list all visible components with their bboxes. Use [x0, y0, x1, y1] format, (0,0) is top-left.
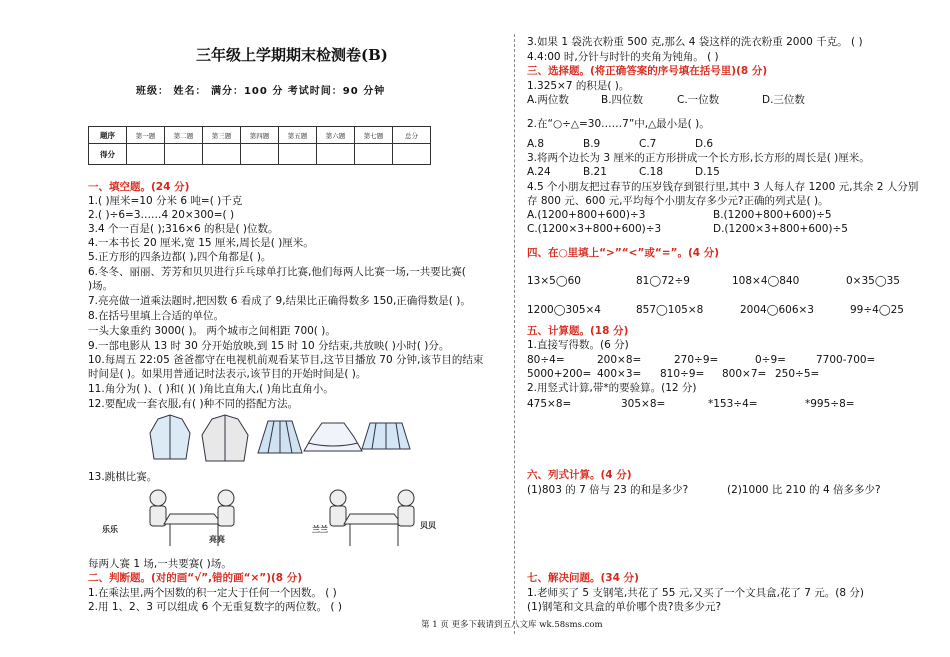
- choice-option: A.24: [527, 166, 551, 178]
- choice-option: C.(1200×3+800+600)÷3: [527, 223, 662, 235]
- choice-option: C.7: [639, 138, 657, 150]
- table-cell: 第四题: [241, 127, 279, 144]
- question-13-sub: 每两人赛 1 场,一共要赛( )场。: [88, 558, 232, 570]
- question-3: 3.4 个一百是( );316×6 的积是( )位数。: [88, 223, 279, 235]
- score-cell[interactable]: [165, 144, 203, 165]
- choice-1: 1.325×7 的积是( )。: [527, 80, 630, 92]
- name-label: 乐乐: [102, 525, 118, 534]
- score-cell[interactable]: [393, 144, 431, 165]
- choice-option: D.三位数: [762, 94, 805, 106]
- choice-option: B.(1200+800+600)÷5: [713, 209, 832, 221]
- child-icon: [150, 490, 166, 526]
- compare-item: 99÷4◯25: [850, 304, 904, 316]
- problem-1: 1.老师买了 5 支钢笔,共花了 55 元,又买了一个文具盒,花了 7 元。(8 分): [527, 587, 864, 599]
- choice-option: B.21: [583, 166, 607, 178]
- compare-item: 13×5◯60: [527, 275, 581, 287]
- table-cell: 题序: [89, 127, 127, 144]
- question-4: 4.一本书长 20 厘米,宽 15 厘米,周长是( )厘米。: [88, 237, 314, 249]
- question-10: 10.每周五 22:05 爸爸都守在电视机前观看某节目,这节目播放 70 分钟,该节目的结束: [88, 354, 484, 366]
- calc-item: 305×8=: [621, 398, 666, 410]
- compare-item: 857◯105×8: [636, 304, 704, 316]
- question-11: 11.角分为( )、( )和( )( )角比直角大,( )角比直角小。: [88, 383, 334, 395]
- score-cell[interactable]: [355, 144, 393, 165]
- section-3-title: 三、选择题。(将正确答案的序号填在括号里)(8 分): [527, 65, 768, 77]
- score-table: [88, 126, 431, 165]
- list-calc-2: (2)1000 比 210 的 4 倍多多少?: [727, 484, 881, 496]
- score-cell[interactable]: [203, 144, 241, 165]
- table-cell: 第七题: [355, 127, 393, 144]
- choice-option: C.18: [639, 166, 664, 178]
- calc-item: 5000+200=: [527, 368, 592, 380]
- table-cell: 第五题: [279, 127, 317, 144]
- judge-1: 1.在乘法里,两个因数的积一定大于任何一个因数。 ( ): [88, 587, 337, 599]
- jacket-icon: [202, 415, 248, 461]
- column-divider: [514, 34, 515, 634]
- calc-item: 475×8=: [527, 398, 572, 410]
- calc-item: 810÷9=: [660, 368, 705, 380]
- choice-option: D.(1200×3+800+600)÷5: [713, 223, 848, 235]
- question-6-cont: )场。: [88, 280, 114, 292]
- question-9: 9.一部电影从 13 时 30 分开始放映,到 15 时 10 分结束,共放映( )小时( )分。: [88, 340, 450, 352]
- calc-item: *153÷4=: [708, 398, 758, 410]
- choice-4-cont: 存 800 元、600 元,平均每个小朋友存多少元?正确的列式是( )。: [527, 195, 829, 207]
- choice-4: 4.5 个小朋友把过春节的压岁钱存到银行里,其中 3 人每人存 1200 元,其余 2 人分别: [527, 181, 919, 193]
- calc-item: *995÷8=: [805, 398, 855, 410]
- compare-item: 1200◯305×4: [527, 304, 601, 316]
- calc-item: 250÷5=: [775, 368, 820, 380]
- question-7: 7.亮亮做一道乘法题时,把因数 6 看成了 9,结果比正确得数多 150,正确得数是( )。: [88, 295, 471, 307]
- table-cell: 第一题: [127, 127, 165, 144]
- question-6: 6.冬冬、丽丽、芳芳和贝贝进行乒乓球单打比赛,他们每两人比赛一场,一共要比赛(: [88, 266, 466, 278]
- compare-item: 81◯72÷9: [636, 275, 690, 287]
- calc-item: 400×3=: [597, 368, 642, 380]
- section-4-title: 四、在○里填上“>”“<”或“=”。(4 分): [527, 247, 720, 259]
- chess-scene-1: [130, 484, 250, 550]
- choice-3: 3.将两个边长为 3 厘米的正方形拼成一个长方形,长方形的周长是( )厘米。: [527, 152, 870, 164]
- table-cell: 得分: [89, 144, 127, 165]
- frilly-skirt-icon: [304, 423, 362, 451]
- exam-info: 班级： 姓名： 满分：100 分 考试时间：90 分钟: [136, 86, 386, 97]
- calc-item: 7700-700=: [816, 354, 876, 366]
- section-2-title: 二、判断题。(对的画“√”,错的画“×”)(8 分): [88, 572, 303, 584]
- choice-option: D.6: [695, 138, 714, 150]
- calc-item: 800×7=: [722, 368, 767, 380]
- child-icon: [398, 490, 414, 526]
- section-1-title: 一、填空题。(24 分): [88, 181, 190, 193]
- table-cell: 第六题: [317, 127, 355, 144]
- choice-option: A.两位数: [527, 94, 569, 106]
- name-label: 贝贝: [420, 521, 436, 530]
- question-10-cont: 时间是( )。如果用普通记时法表示,该节目的开始时间是( )。: [88, 368, 367, 380]
- question-8: 8.在括号里填上合适的单位。: [88, 310, 225, 322]
- choice-2: 2.在“○÷△=30……7”中,△最小是( )。: [527, 118, 710, 130]
- table-cell: 第三题: [203, 127, 241, 144]
- list-calc-1: (1)803 的 7 倍与 23 的和是多少?: [527, 484, 689, 496]
- score-cell[interactable]: [241, 144, 279, 165]
- calc-item: 0÷9=: [755, 354, 786, 366]
- short-skirt-icon: [362, 423, 410, 449]
- score-cell[interactable]: [317, 144, 355, 165]
- clothes-illustration: [140, 413, 415, 469]
- chess-scene-2: [310, 484, 430, 550]
- question-1: 1.( )厘米=10 分米 6 吨=( )千克: [88, 195, 243, 207]
- page-title: 三年级上学期期末检测卷(B): [196, 46, 388, 64]
- skirt-icon: [258, 421, 302, 453]
- problem-1-sub: (1)钢笔和文具盒的单价哪个贵?贵多少元?: [527, 601, 722, 613]
- score-table-row: [89, 144, 431, 165]
- calc-part-1: 1.直接写得数。(6 分): [527, 339, 629, 351]
- judge-3: 3.如果 1 袋洗衣粉重 500 克,那么 4 袋这样的洗衣粉重 2000 千克。 ( ): [527, 36, 863, 48]
- table-cell: 总分: [393, 127, 431, 144]
- section-6-title: 六、列式计算。(4 分): [527, 469, 632, 481]
- section-5-title: 五、计算题。(18 分): [527, 325, 629, 337]
- judge-2: 2.用 1、2、3 可以组成 6 个无重复数字的两位数。 ( ): [88, 601, 342, 613]
- calc-part-2: 2.用竖式计算,带*的要验算。(12 分): [527, 382, 697, 394]
- choice-option: A.(1200+800+600)÷3: [527, 209, 646, 221]
- score-table-header-row: [89, 127, 431, 144]
- section-7-title: 七、解决问题。(34 分): [527, 572, 639, 584]
- calc-item: 270÷9=: [674, 354, 719, 366]
- judge-4: 4.4:00 时,分针与时针的夹角为钝角。 ( ): [527, 51, 719, 63]
- page-footer: 第 1 页 更多下载请到五八文库 wk.58sms.com: [421, 620, 603, 630]
- question-12: 12.要配成一套衣服,有( )种不同的搭配方法。: [88, 398, 299, 410]
- name-label: 兰兰: [312, 525, 328, 534]
- choice-option: C.一位数: [677, 94, 720, 106]
- compare-item: 2004◯606×3: [740, 304, 814, 316]
- question-2: 2.( )÷6=3……4 20×300=( ): [88, 209, 235, 221]
- question-5: 5.正方形的四条边都( ),四个角都是( )。: [88, 251, 272, 263]
- child-icon: [218, 490, 234, 526]
- compare-item: 108×4◯840: [732, 275, 800, 287]
- question-13: 13.跳棋比赛。: [88, 471, 158, 483]
- compare-item: 0×35◯35: [846, 275, 900, 287]
- table-cell: 第二题: [165, 127, 203, 144]
- choice-option: B.四位数: [601, 94, 644, 106]
- choice-option: D.15: [695, 166, 720, 178]
- coat-icon: [150, 415, 190, 459]
- question-8-sub: 一头大象重约 3000( )。 两个城市之间相距 700( )。: [88, 325, 336, 337]
- choice-option: B.9: [583, 138, 601, 150]
- child-icon: [330, 490, 346, 526]
- score-cell[interactable]: [279, 144, 317, 165]
- choice-option: A.8: [527, 138, 545, 150]
- name-label: 亮亮: [209, 535, 225, 544]
- score-cell[interactable]: [127, 144, 165, 165]
- calc-item: 200×8=: [597, 354, 642, 366]
- table-icon: [344, 514, 402, 546]
- calc-item: 80÷4=: [527, 354, 565, 366]
